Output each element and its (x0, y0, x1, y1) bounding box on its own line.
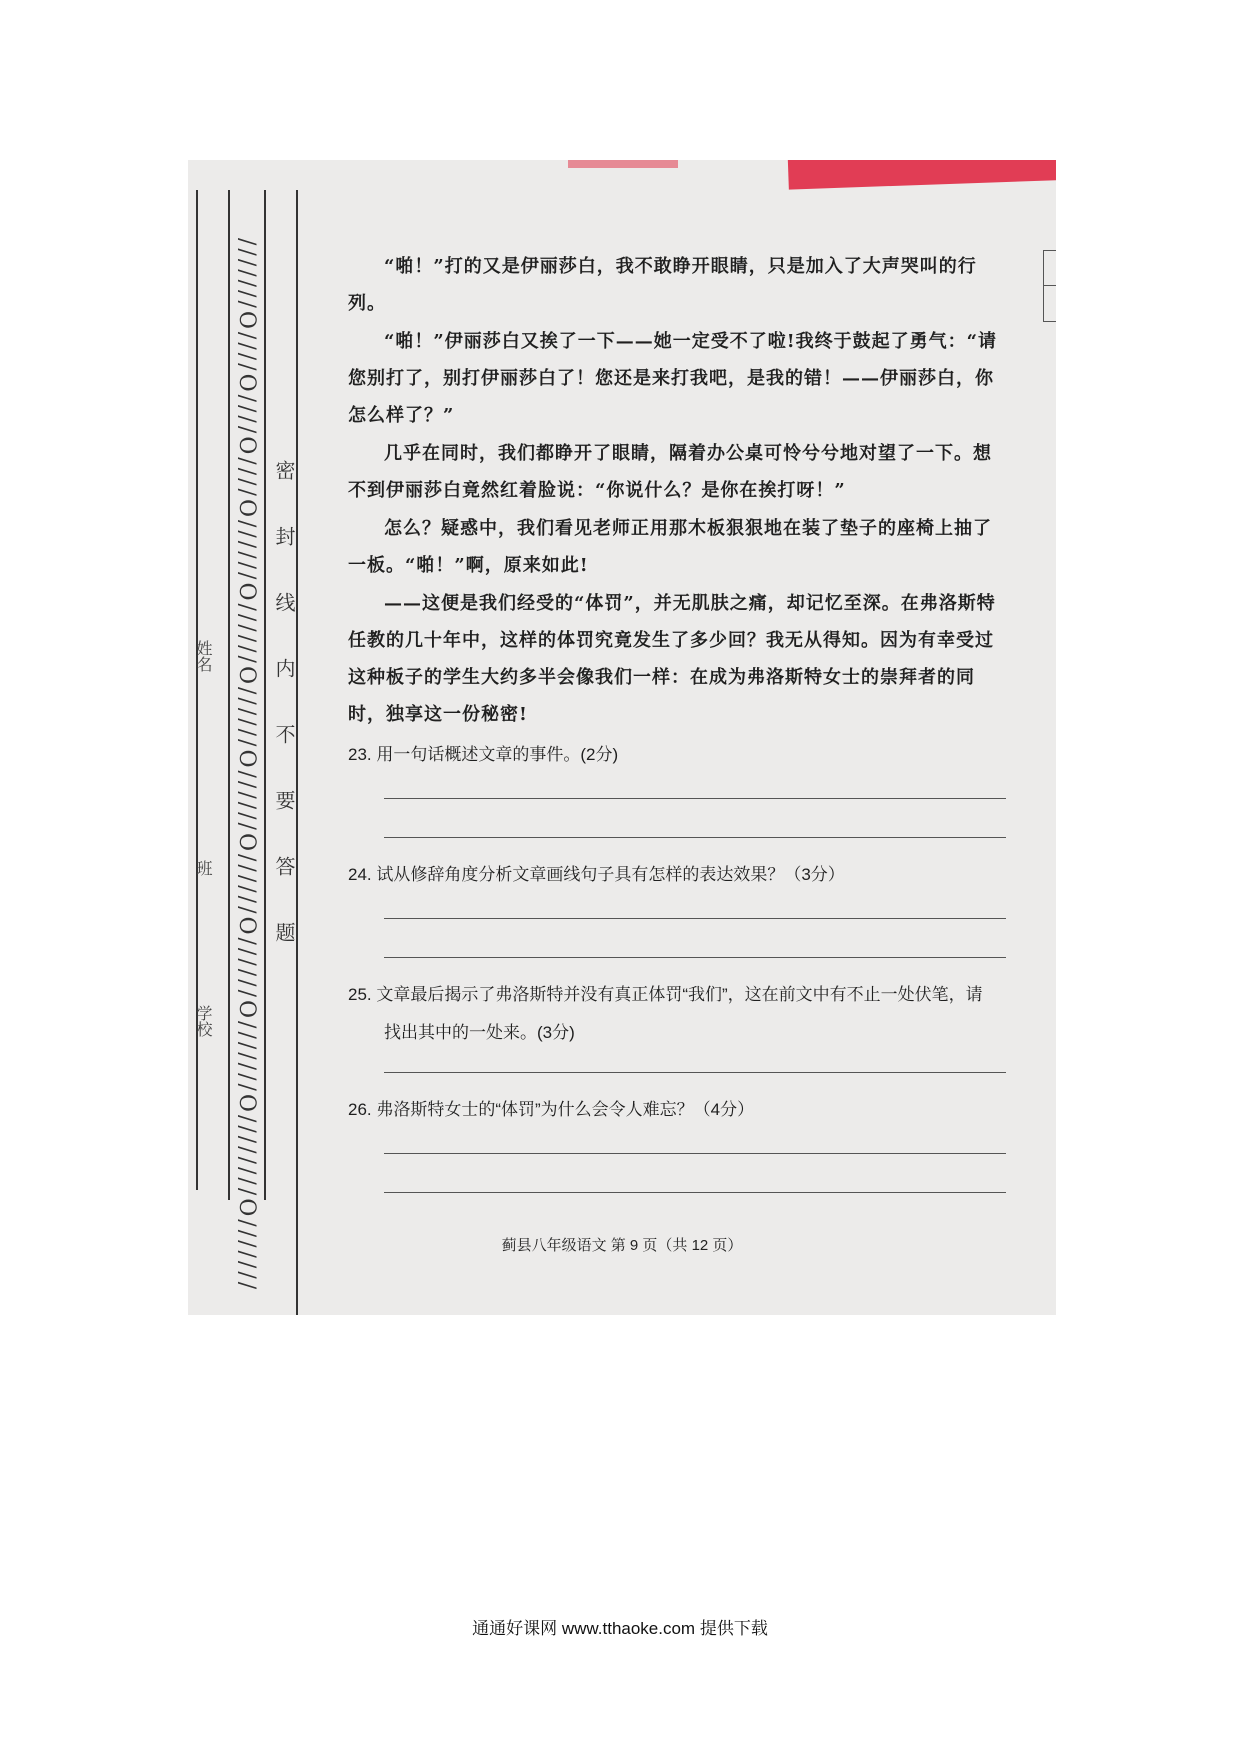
page-edge-marks (1043, 250, 1056, 322)
question-25: 25. 文章最后揭示了弗洛斯特并没有真正体罚“我们”，这在前文中有不止一处伏笔，请 (348, 985, 983, 1004)
passage-paragraph: 怎么？疑惑中，我们看见老师正用那木板狠狠地在装了垫子的座椅上抽了一板。“啪！”啊，原来如此! (348, 518, 992, 576)
question-26: 26. 弗洛斯特女士的“体罚”为什么会令人难忘？（4分） (348, 1100, 755, 1119)
passage-paragraph: 几乎在同时，我们都睁开了眼睛，隔着办公桌可怜兮兮地对望了一下。想不到伊丽莎白竟然红着脸说：“你说什么？是你在挨打呀！” (348, 443, 992, 501)
margin-line-outer (196, 190, 198, 1190)
scanned-page-photo (188, 160, 1056, 1315)
passage-paragraph: ——这便是我们经受的“体罚”，并无肌肤之痛，却记忆至深。在弗洛斯特任教的几十年中，这样的体罚究竟发生了多少回？我无从得知。因为有幸受过这种板子的学生大约多半会像我们一样：在成为弗洛斯特女士的崇拜者的同时，独享这一份秘密! (348, 593, 996, 725)
question-25-continued: 找出其中的一处来。(3分) (384, 1023, 575, 1042)
no-answer-warning: 密封线内不要答题 (272, 460, 296, 988)
passage-paragraph: “啪！”伊丽莎白又挨了一下——她一定受不了啦!我终于鼓起了勇气：“请您别打了，别打伊丽莎白了！您还是来打我吧，是我的错！——伊丽莎白，你怎么样了？” (348, 331, 997, 426)
page-content (348, 248, 1008, 1193)
page-footer: 蓟县八年级语文 第 9 页（共 12 页） (501, 1237, 743, 1254)
passage-paragraph: “啪！”打的又是伊丽莎白，我不敢睁开眼睛，只是加入了大声哭叫的行列。 (348, 256, 977, 314)
red-tape (787, 160, 1056, 190)
download-credit: 通通好课网 www.tthaoke.com 提供下载 (472, 1619, 768, 1638)
question-23: 23. 用一句话概述文章的事件。(2分) (348, 745, 619, 764)
seal-line-pattern: ///////O////O////O////O//////O//////O//////O//////O//////O//////O///////O////////O/////// (234, 238, 259, 1293)
answer-line[interactable] (384, 1192, 1006, 1193)
red-tape-small (568, 160, 678, 168)
field-school: 学校 (194, 1005, 213, 1037)
margin-line-seal-left (228, 190, 230, 1200)
field-class: 班 (194, 860, 213, 876)
field-name: 姓名 (194, 640, 213, 672)
margin-line-seal-right (264, 190, 266, 1200)
question-24: 24. 试从修辞角度分析文章画线句子具有怎样的表达效果？（3分） (348, 865, 845, 884)
